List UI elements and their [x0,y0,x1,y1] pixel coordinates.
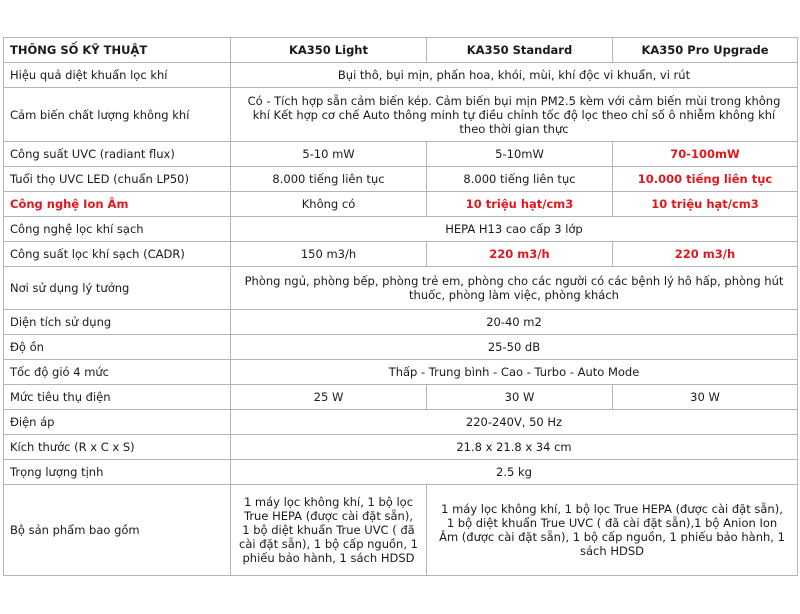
table-row [4,142,798,167]
table-row [4,435,798,460]
row-value: 8.000 tiếng liên tục [427,167,613,192]
row-label: Độ ồn [4,335,231,360]
row-value-highlight: 70-100mW [613,142,798,167]
row-label: Mức tiêu thụ điện [4,385,231,410]
spec-table [3,37,798,576]
row-label: Công nghệ lọc khí sạch [4,217,231,242]
table-row [4,192,798,217]
row-value-highlight: 220 m3/h [427,242,613,267]
table-row [4,410,798,435]
row-value: 8.000 tiếng liên tục [231,167,427,192]
row-label: Tuổi thọ UVC LED (chuẩn LP50) [4,167,231,192]
row-value: 5-10 mW [231,142,427,167]
row-value: 150 m3/h [231,242,427,267]
row-value: 1 máy lọc không khí, 1 bộ lọc True HEPA (được cài đặt sẵn), 1 bộ diệt khuẩn True UVC ( đã cài đặt sẵn),1 bộ Anion Ion Âm (được cài đặt sẵn), 1 bộ cấp nguồn, 1 phiếu bảo hành, 1 sách HDSD [427,485,798,576]
table-row [4,335,798,360]
row-value: Không có [231,192,427,217]
row-value: 5-10mW [427,142,613,167]
table-row [4,485,798,576]
row-value-highlight: 10.000 tiếng liên tục [613,167,798,192]
table-row [4,242,798,267]
row-value-highlight: 10 triệu hạt/cm3 [427,192,613,217]
table-row [4,385,798,410]
row-label: Công suất lọc khí sạch (CADR) [4,242,231,267]
table-row [4,360,798,385]
table-row [4,460,798,485]
row-value: Thấp - Trung bình - Cao - Turbo - Auto Mode [231,360,798,385]
row-label: Công suất UVC (radiant flux) [4,142,231,167]
row-label: Kích thước (R x C x S) [4,435,231,460]
row-label: Trọng lượng tịnh [4,460,231,485]
row-value: 30 W [427,385,613,410]
row-value: HEPA H13 cao cấp 3 lớp [231,217,798,242]
row-label-highlight: Công nghệ Ion Âm [4,192,231,217]
row-label: Nơi sử dụng lý tưởng [4,267,231,310]
row-label: Hiệu quả diệt khuẩn lọc khí [4,63,231,88]
table-row [4,267,798,310]
row-value: Bụi thô, bụi mịn, phấn hoa, khói, mùi, khí độc vi khuẩn, vi rút [231,63,798,88]
row-label: Bộ sản phẩm bao gồm [4,485,231,576]
row-value: Có - Tích hợp sẵn cảm biến kép. Cảm biến bụi mịn PM2.5 kèm với cảm biến mùi trong không khí Kết hợp cơ chế Auto thông minh tự điều chỉnh tốc độ lọc theo chỉ số ô nhiễm không khí theo thời gian thực [231,88,798,142]
table-header-row [4,38,798,63]
row-value: 2.5 kg [231,460,798,485]
row-value: 25-50 dB [231,335,798,360]
row-value: 1 máy lọc không khí, 1 bộ lọc True HEPA (được cài đặt sẵn), 1 bộ diệt khuẩn True UVC ( đã cài đặt sẵn), 1 bộ cấp nguồn, 1 phiếu bảo hành, 1 sách HDSD [231,485,427,576]
table-row [4,310,798,335]
table-row [4,167,798,192]
row-label: Diện tích sử dụng [4,310,231,335]
table-row [4,88,798,142]
row-value-highlight: 220 m3/h [613,242,798,267]
table-row [4,63,798,88]
header-ka350-standard: KA350 Standard [427,38,613,63]
header-title: THÔNG SỐ KỸ THUẬT [4,38,231,63]
table-row [4,217,798,242]
row-value: 25 W [231,385,427,410]
row-value: 220-240V, 50 Hz [231,410,798,435]
row-value: 30 W [613,385,798,410]
row-label: Tốc độ gió 4 mức [4,360,231,385]
header-ka350-pro-upgrade: KA350 Pro Upgrade [613,38,798,63]
row-label: Cảm biến chất lượng không khí [4,88,231,142]
row-value: 21.8 x 21.8 x 34 cm [231,435,798,460]
row-label: Điện áp [4,410,231,435]
row-value: Phòng ngủ, phòng bếp, phòng trẻ em, phòng cho các người có các bệnh lý hô hấp, phòng hút thuốc, phòng làm việc, phòng khách [231,267,798,310]
row-value-highlight: 10 triệu hạt/cm3 [613,192,798,217]
row-value: 20-40 m2 [231,310,798,335]
header-ka350-light: KA350 Light [231,38,427,63]
